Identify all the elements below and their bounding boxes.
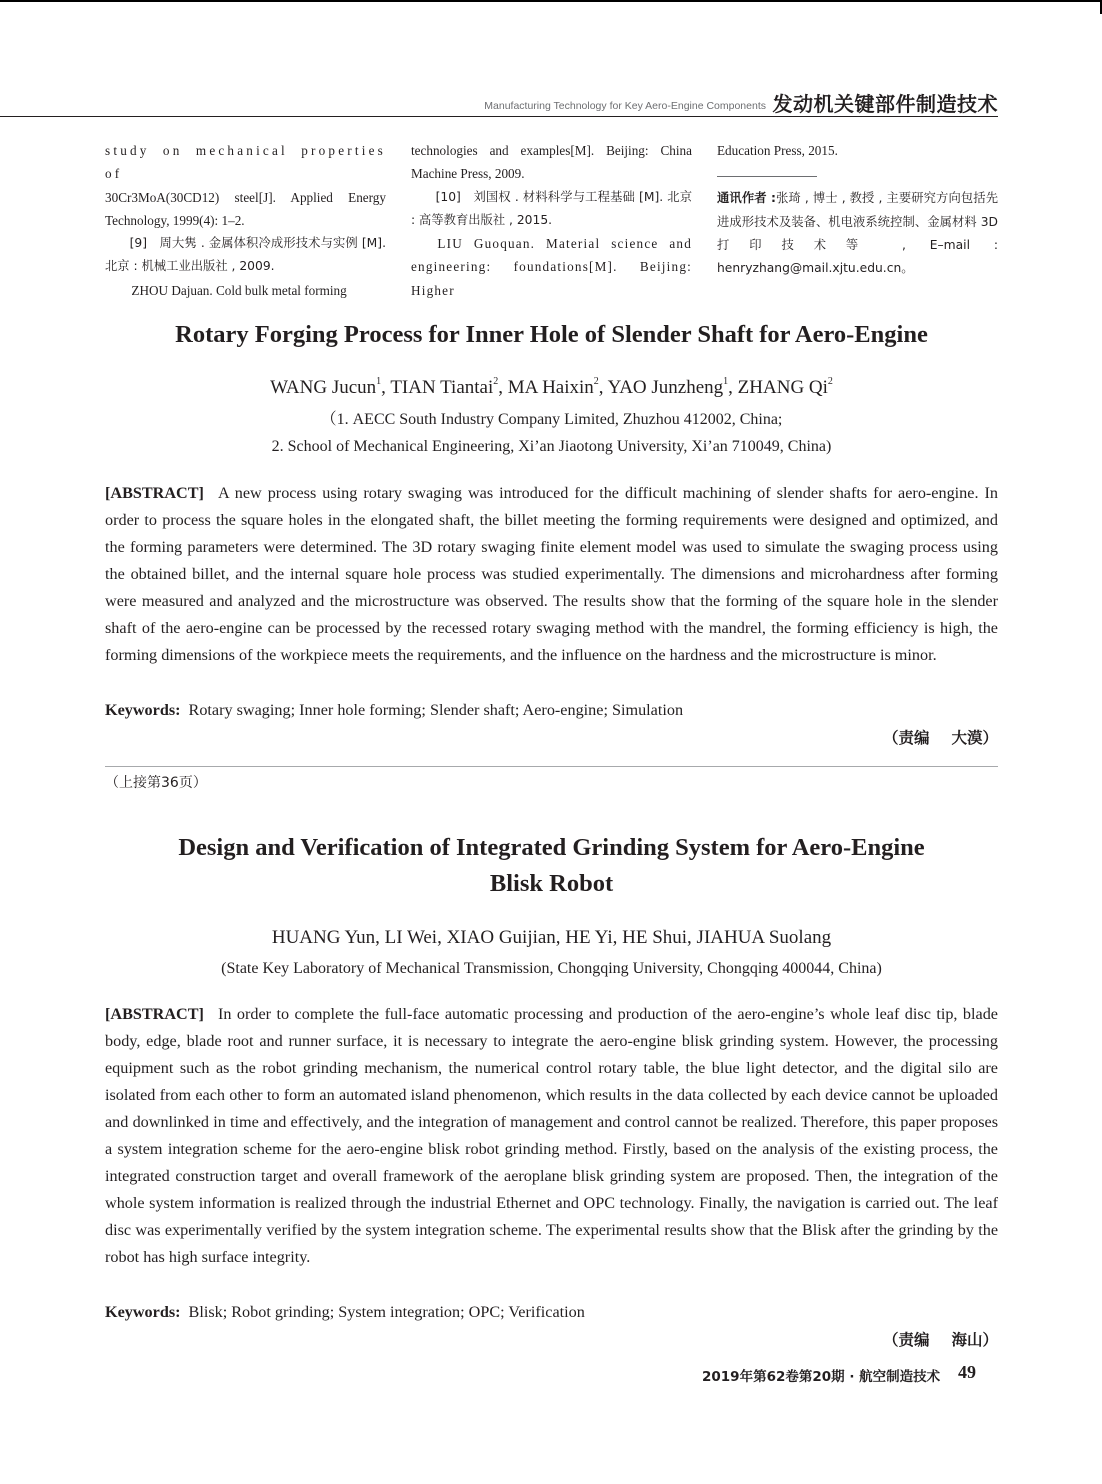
keywords-label: Keywords: <box>105 701 181 719</box>
article-1-editor <box>883 726 998 748</box>
keywords-label: Keywords: <box>105 1303 181 1321</box>
editor-label: （责编 <box>882 729 930 747</box>
reference-10-cn: [10] 刘国权 . 材料科学与工程基础 [M]. 北京 : 高等教育出版社 , 2015. <box>411 189 692 227</box>
reference-9-en-cont: technologies and examples[M]. Beijing: China Machine Press, 2009. <box>411 143 692 182</box>
references-column-2 <box>411 139 692 302</box>
article-2-title-line-2: Blisk Robot <box>489 870 614 897</box>
reference-10-en-cont: Education Press, 2015. <box>717 143 838 158</box>
author-note-rule <box>717 176 817 177</box>
author-name: WANG Jucun <box>270 377 377 398</box>
abstract-label: [ABSTRACT] <box>105 1005 204 1023</box>
references-column-1 <box>105 139 386 302</box>
article-2-authors: HUANG Yun, LI Wei, XIAO Guijian, HE Yi, HE Shui, JIAHUA Suolang <box>271 927 832 948</box>
author-name: TIAN Tiantai <box>390 377 494 398</box>
article-2-abstract <box>105 1001 998 1271</box>
article-2-keywords <box>105 1299 998 1326</box>
author-name: ZHANG Qi <box>737 377 828 398</box>
abstract-label: [ABSTRACT] <box>105 484 204 502</box>
reference-line: 30Cr3MoA(30CD12) steel[J]. Applied Energy Technology, 1999(4): 1–2. <box>105 189 386 228</box>
journal-name-en: Manufacturing Technology for Key Aero-Engine Components <box>484 100 766 112</box>
article-1-authors: WANG Jucun$^1$, TIAN Tiantai$^2$, MA Haixin$^2$, YAO Junzheng$^1$, ZHANG Qi$^2$ <box>270 376 833 398</box>
author-affiliation-mark: 1 <box>723 376 729 387</box>
running-header <box>0 88 998 118</box>
reference-9-en: ZHOU Dajuan. Cold bulk metal forming <box>131 282 347 298</box>
abstract-text: In order to complete the full-face automatic processing and production of the aero-engine’s whole leaf disc tip, blade body, edge, blade root and runner surface, it is necessary to integrate the aero-engine blisk grinding system. However, the processing equipment such as the robot grinding mechanism, the numerical control rotary table, the blue light detector, and the digital silo are isolated from each other to form an automated island phenomenon, which results in the data collected by each device cannot be uploaded and downlinked in time and effectively, and the integration of management and control cannot be realized. Therefore, this paper proposes a system integration scheme for the aero-engine blisk robot grinding method. Firstly, based on the analysis of the existing process, the integrated construction target and overall framework of the aeroplane blisk grinding system are proposed. Then, the integration of the whole system information is realized through the industrial Ethernet and OPC technology. Finally, the navigation is carried out. The leaf disc was experimentally verified by the system integration scheme. The experimental results show that the Blisk after the grinding by the robot has high surface integrity. <box>105 1005 998 1266</box>
article-2-affiliation: (State Key Laboratory of Mechanical Transmission, Chongqing University, Chongqing 400044, China) <box>221 960 882 977</box>
article-1-affiliation-2: 2. School of Mechanical Engineering, Xi’an Jiaotong University, Xi’an 710049, China) <box>271 438 832 455</box>
journal-name-cn: 发动机关键部件制造技术 <box>772 92 998 116</box>
article-1-abstract <box>105 480 998 669</box>
editor-name: 海山） <box>951 1331 998 1349</box>
abstract-text: A new process using rotary swaging was introduced for the difficult machining of slender shafts for aero-engine. In order to process the square holes in the elongated shaft, the billet meeting the forming requirements were designed and optimized, and the forming parameters were determined. The 3D rotary swaging finite element model was used to simulate the swaging process using the obtained billet, and the internal square hole process was studied experimentally. The dimensions and microhardness after forming were measured and analyzed and the microstructure was observed. The results show that the forming of the square hole in the slender shaft of the aero-engine can be processed by the recessed rotary swaging method with the mandrel, the forming efficiency is high, the forming dimensions of the workpiece meets the requirements, and the influence on the hardness and the microstructure is minor. <box>105 484 998 664</box>
section-divider <box>105 766 998 767</box>
author-affiliation-mark: 1 <box>376 376 382 387</box>
author-affiliation-mark: 2 <box>493 376 499 387</box>
corresponding-author-note <box>717 187 998 280</box>
editor-label: （责编 <box>882 1331 930 1349</box>
references-column-3 <box>717 139 998 280</box>
header-rule <box>0 116 998 117</box>
article-1-title: Rotary Forging Process for Inner Hole of Slender Shaft for Aero-Engine <box>175 321 928 348</box>
issue-footer: 2019年第62卷第20期 · 航空制造技术 <box>702 1369 941 1385</box>
continued-from-note: （上接第36页） <box>105 775 207 791</box>
author-affiliation-mark: 2 <box>593 376 599 387</box>
page-top-border <box>0 0 1102 2</box>
author-name: YAO Junzheng <box>607 377 724 398</box>
page-number: 49 <box>958 1362 976 1382</box>
editor-name: 大漠） <box>951 729 998 747</box>
keywords-text: Rotary swaging; Inner hole forming; Slender shaft; Aero-engine; Simulation <box>188 701 684 719</box>
reference-line: study on mechanical properties of <box>105 143 386 182</box>
reference-9-cn: [9] 周大隽 . 金属体积冷成形技术与实例 [M]. 北京 : 机械工业出版社 , 2009. <box>105 236 386 274</box>
article-1-affiliation-1: （1. AECC South Industry Company Limited, Zhuzhou 412002, China; <box>320 411 783 428</box>
article-1-keywords <box>105 697 998 724</box>
corresponding-author-label: 通讯作者 : <box>717 191 776 206</box>
corresponding-author-text: 张琦 , 博士 , 教授 , 主要研究方向包括先进成形技术及装备、机电液系统控制、金属材料 3D 打印技术等 , E–mail : henryzhang@mail.xjtu.edu.cn。 <box>717 191 998 276</box>
reference-10-en: LIU Guoquan. Material science and engineering: foundations[M]. Beijing: Higher <box>411 236 692 298</box>
author-affiliation-mark: 2 <box>827 376 833 387</box>
article-2-title-line-1: Design and Verification of Integrated Grinding System for Aero-Engine <box>178 834 925 861</box>
article-2-editor <box>883 1328 998 1350</box>
author-name: MA Haixin <box>507 377 594 398</box>
keywords-text: Blisk; Robot grinding; System integration; OPC; Verification <box>188 1303 585 1321</box>
